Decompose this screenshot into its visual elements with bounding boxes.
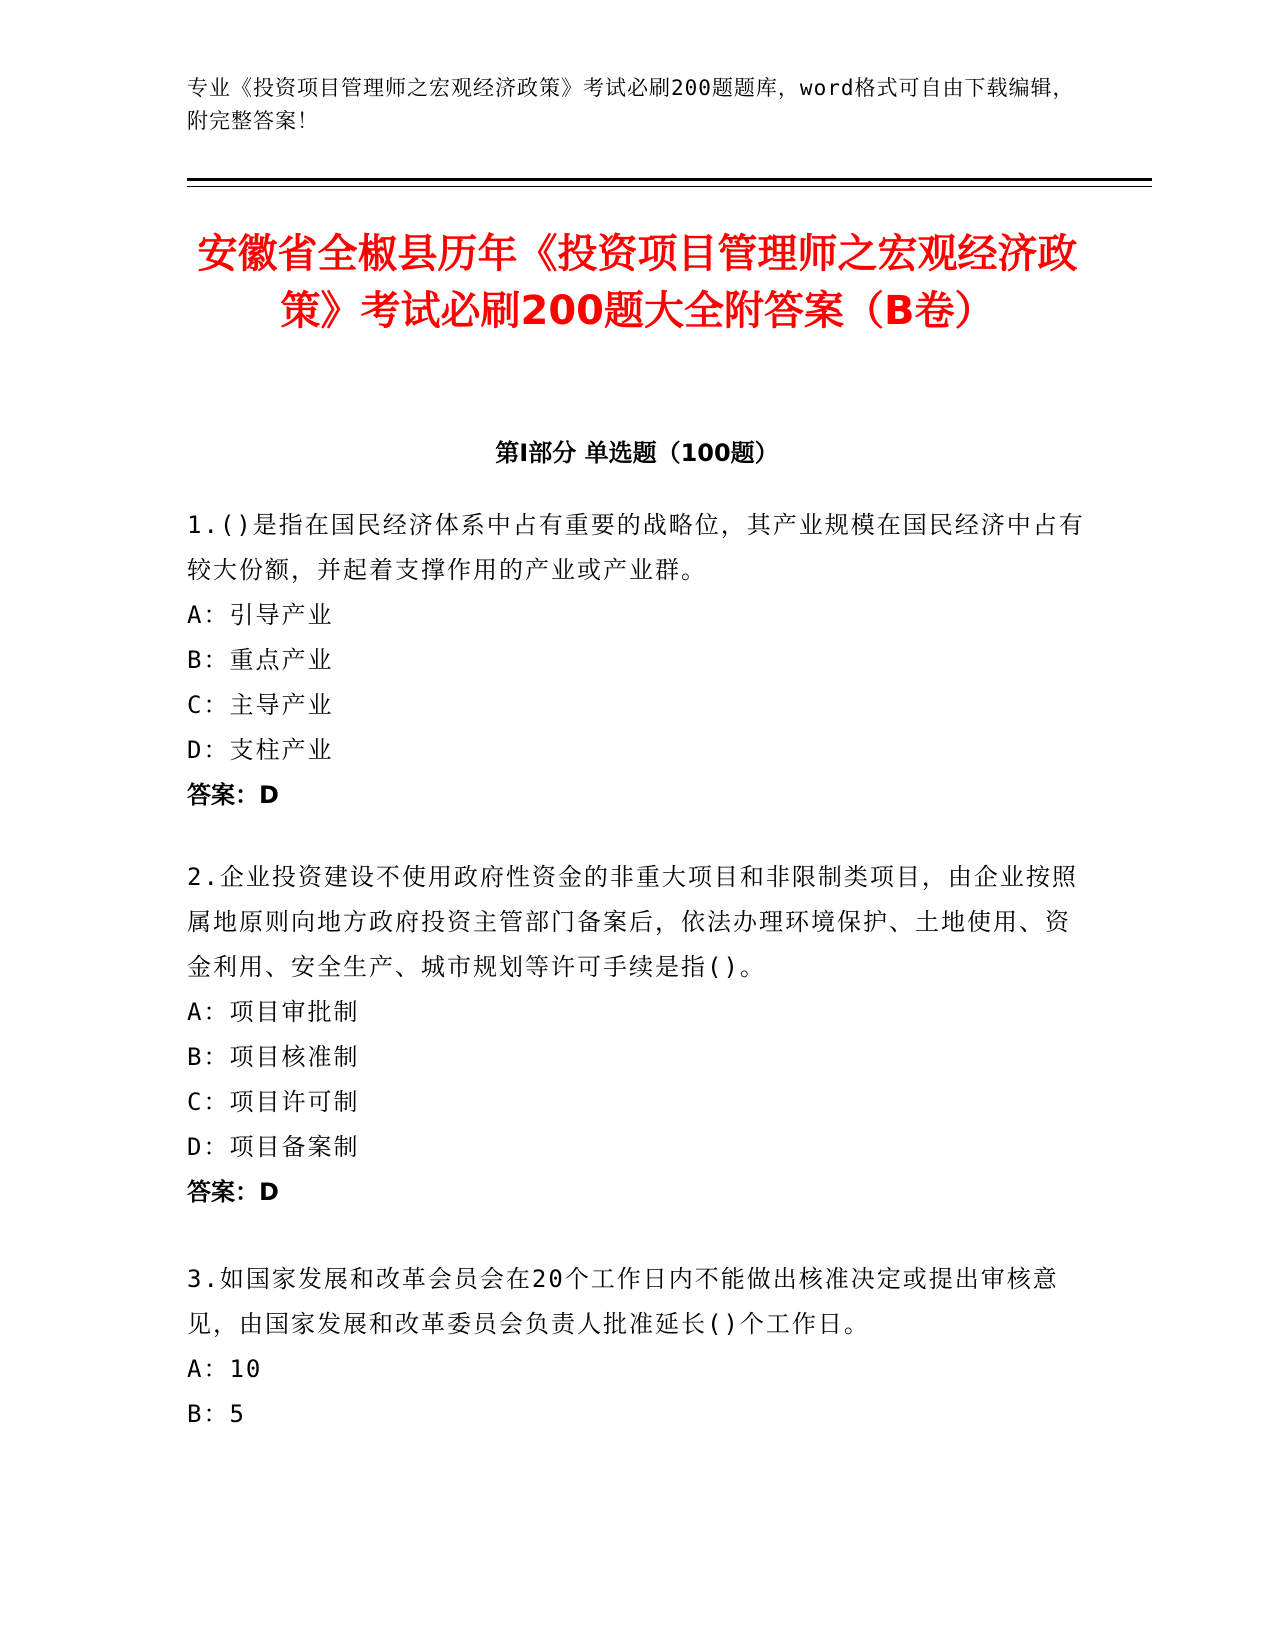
option-d: D：项目备案制	[187, 1133, 360, 1161]
question-stem: 3.如国家发展和改革会员会在20个工作日内不能做出核准决定或提出审核意见，由国家发展和改革委员会负责人批准延长()个工作日。	[187, 1265, 1059, 1338]
question-1	[187, 503, 1087, 818]
question-2	[187, 855, 1087, 1215]
question-stem: 1.()是指在国民经济体系中占有重要的战略位，其产业规模在国民经济中占有较大份额，并起着支撑作用的产业或产业群。	[187, 511, 1085, 584]
header-note: 专业《投资项目管理师之宏观经济政策》考试必刷200题题库，word格式可自由下载编辑，附完整答案！	[187, 76, 1075, 133]
option-d: D：支柱产业	[187, 736, 334, 764]
option-c: C：项目许可制	[187, 1088, 360, 1116]
section-title: 第I部分 单选题（100题）	[495, 439, 779, 467]
answer-label: 答案：D	[187, 781, 279, 809]
option-b: B：项目核准制	[187, 1043, 360, 1071]
question-3	[187, 1257, 1087, 1437]
document-title: 安徽省全椒县历年《投资项目管理师之宏观经济政策》考试必刷200题大全附答案（B卷）	[197, 231, 1078, 334]
option-a: A：10	[187, 1355, 263, 1383]
option-a: A：引导产业	[187, 601, 334, 629]
option-b: B：重点产业	[187, 646, 334, 674]
answer-label: 答案：D	[187, 1178, 279, 1206]
header-rule-thick	[187, 178, 1152, 181]
option-c: C：主导产业	[187, 691, 334, 719]
question-stem: 2.企业投资建设不使用政府性资金的非重大项目和非限制类项目，由企业按照属地原则向地方政府投资主管部门备案后，依法办理环境保护、土地使用、资金利用、安全生产、城市规划等许可手续是指()。	[187, 863, 1078, 981]
option-b: B：5	[187, 1400, 246, 1428]
option-a: A：项目审批制	[187, 998, 360, 1026]
header-rule-thin	[187, 186, 1152, 187]
